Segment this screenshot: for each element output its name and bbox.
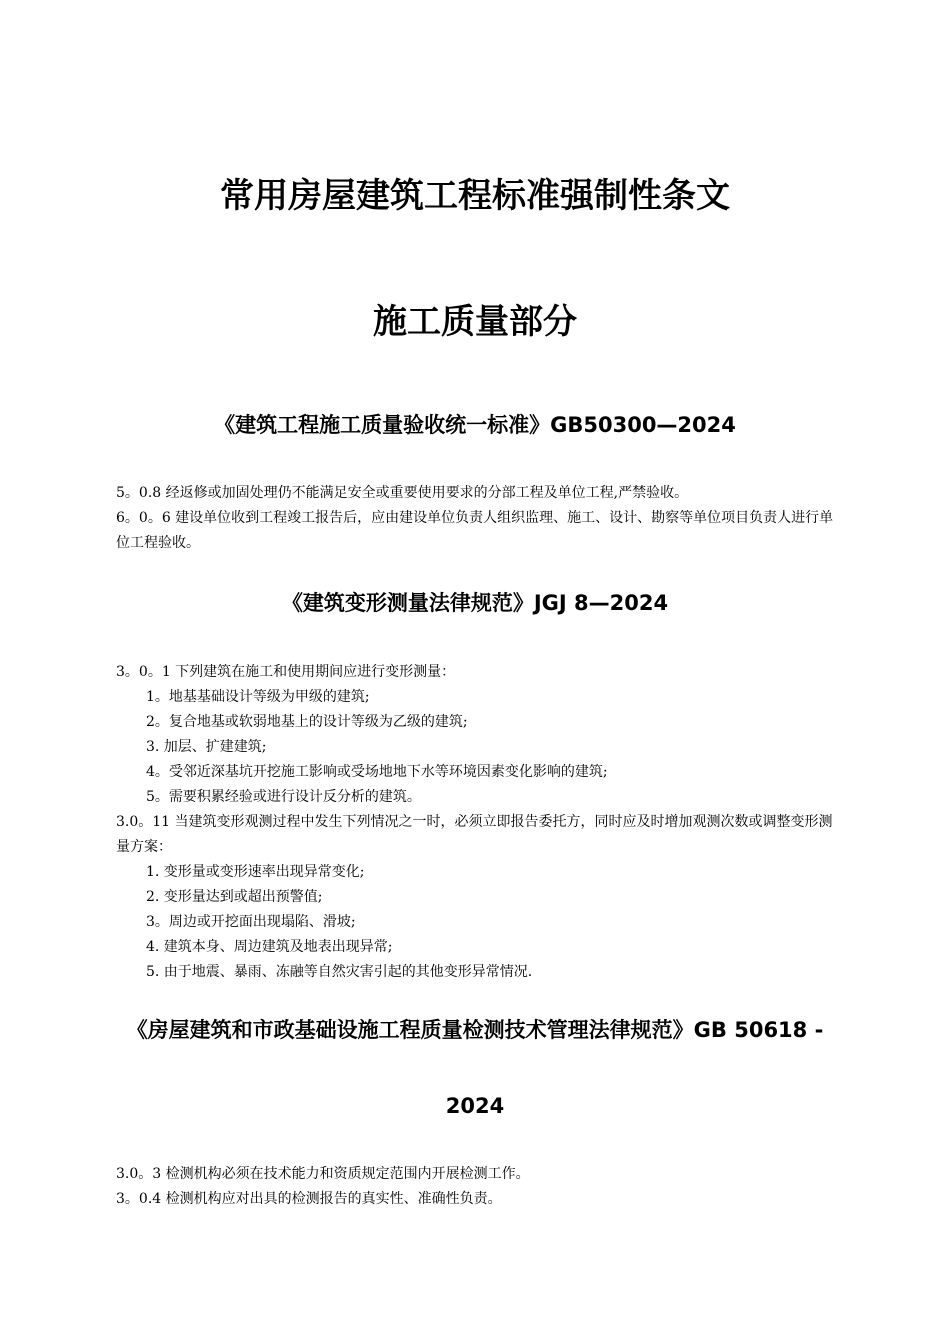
clause-3-0-4: 3。0.4 检测机构应对出具的检测报告的真实性、准确性负责。	[116, 1191, 502, 1207]
section-heading-gb50618-line1: 《房屋建筑和市政基础设施工程质量检测技术管理法律规范》GB 50618 -	[126, 1018, 824, 1042]
list-item: 3. 加层、扩建建筑;	[146, 739, 267, 755]
list-item: 2。复合地基或软弱地基上的设计等级为乙级的建筑;	[146, 714, 468, 730]
list-item: 1。地基基础设计等级为甲级的建筑;	[146, 689, 370, 705]
section-heading-jgj8: 《建筑变形测量法律规范》JGJ 8—2024	[281, 591, 669, 615]
document-subtitle: 施工质量部分	[373, 302, 577, 342]
clause-6-0-6: 6。0。6 建设单位收到工程竣工报告后，应由建设单位负责人组织监理、施工、设计、勘察等单位项目负责人进行单位工程验收。	[116, 510, 834, 551]
list-item: 5。需要积累经验或进行设计反分析的建筑。	[146, 789, 421, 805]
list-item: 2. 变形量达到或超出预警值;	[146, 889, 323, 905]
list-item: 1. 变形量或变形速率出现异常变化;	[146, 864, 365, 880]
section-body-jgj8	[116, 660, 840, 985]
section-body-gb50300	[116, 481, 840, 556]
clause-3-0-11: 3.0。11 当建筑变形观测过程中发生下列情况之一时，必须立即报告委托方，同时应及时增加观测次数或调整变形测量方案：	[116, 814, 833, 855]
section-body-gb50618	[116, 1162, 840, 1212]
document-title: 常用房屋建筑工程标准强制性条文	[220, 176, 730, 216]
section-heading-gb50300: 《建筑工程施工质量验收统一标准》GB50300—2024	[214, 413, 736, 437]
list-item: 4。受邻近深基坑开挖施工影响或受场地地下水等环境因素变化影响的建筑;	[146, 764, 608, 780]
section-heading-gb50618-line2: 2024	[445, 1094, 505, 1118]
list-item: 5. 由于地震、暴雨、冻融等自然灾害引起的其他变形异常情况.	[146, 964, 533, 980]
list-item: 4. 建筑本身、周边建筑及地表出现异常;	[146, 939, 393, 955]
clause-3-0-1: 3。0。1 下列建筑在施工和使用期间应进行变形测量：	[116, 664, 456, 680]
clause-3-0-3: 3.0。3 检测机构必须在技术能力和资质规定范围内开展检测工作。	[116, 1166, 530, 1182]
list-item: 3。周边或开挖面出现塌陷、滑坡;	[146, 914, 356, 930]
clause-5-0-8: 5。0.8 经返修或加固处理仍不能满足安全或重要使用要求的分部工程及单位工程,严禁验收。	[116, 485, 689, 501]
